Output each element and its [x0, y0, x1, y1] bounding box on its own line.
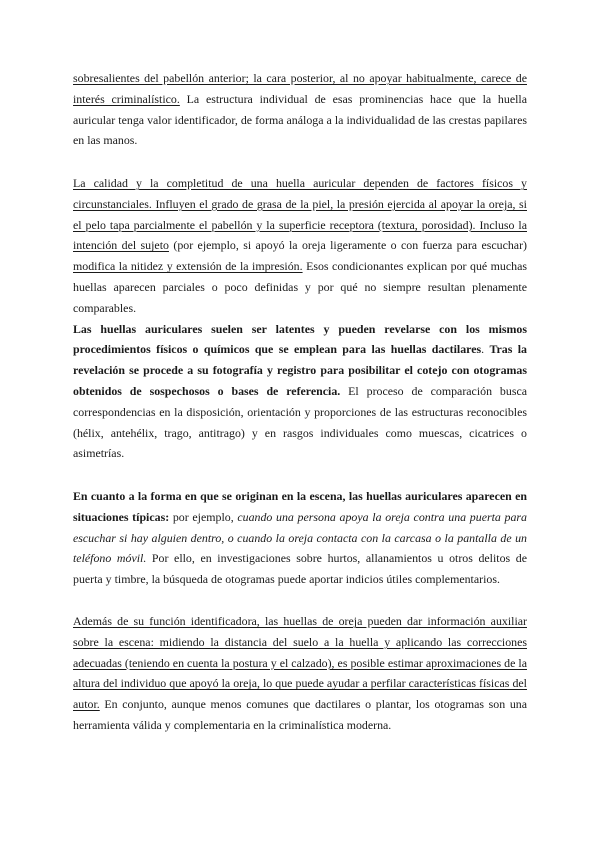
underlined-text: Además de su función identificadora, las huellas de oreja pueden dar información auxiliar sobre la escena: midiendo la distancia del suelo a la huella y aplicando las correcciones adecuadas (teniendo en cuenta la postura y el calzado), es posible estimar aproximaciones de la altura del individuo que apoyó la oreja, lo que puede ayudar a perfilar características físicas del autor.	[73, 614, 527, 712]
bold-text: Las huellas auriculares suelen ser latentes y pueden revelarse con los mismos procedimientos físicos o químicos que se emplean para las huellas dactilares	[73, 321, 527, 357]
paragraph-scene-origin	[73, 486, 527, 590]
body-text: por ejemplo,	[169, 509, 238, 524]
paragraph-auxiliary-info	[73, 611, 527, 736]
body-text: Por ello, en investigaciones sobre hurtos, allanamientos u otros delitos de puerta y timbre, la búsqueda de otogramas puede aportar indicios útiles complementarios.	[73, 551, 527, 587]
paragraph-ear-prominences	[73, 68, 527, 151]
underlined-text: modifica la nitidez y extensión de la impresión.	[73, 259, 303, 274]
underlined-text: sobresalientes del pabellón anterior; la cara posterior, al no apoyar habitualmente, carece de interés criminalístico.	[73, 71, 527, 106]
bold-text: En cuanto a la forma en que se originan en la escena, las huellas auriculares aparecen en situaciones típicas:	[73, 489, 527, 524]
body-text: En conjunto, aunque menos comunes que dactilares o plantar, los otogramas son una herramienta válida y complementaria en la criminalística moderna.	[73, 697, 527, 732]
body-text: (por ejemplo, si apoyó la oreja ligeramente o con fuerza para escuchar)	[168, 238, 528, 253]
bold-text: Tras la revelación se procede a su fotografía y registro para posibilitar el cotejo con otogramas obtenidos de sospechosos o bases de referencia.	[73, 342, 527, 398]
body-text: El proceso de comparación busca correspondencias en la disposición, orientación y proporciones de las estructuras reconocibles (hélix, antehélix, trago, antitrago) y en rasgos individuales como muescas, cicatrices o asimetrías.	[73, 383, 527, 461]
body-text: La estructura individual de esas prominencias hace que la huella auricular tenga valor identificador, de forma análoga a la individualidad de las crestas papilares en las manos.	[73, 91, 527, 148]
paragraph-print-quality	[73, 173, 527, 464]
underlined-text: La calidad y la completitud de una huella auricular dependen de factores físicos y circunstanciales. Influyen el grado de grasa de la piel, la presión ejercida al apoyar la oreja, si el pelo tapa parcialmente el pabellón y la superficie receptora (textura, porosidad). Incluso la intención del sujeto	[73, 176, 527, 253]
body-text: .	[481, 342, 490, 357]
body-text: Esos condicionantes explican por qué muchas huellas aparecen parciales o poco definidas y por qué no siempre resultan plenamente comparables.	[73, 259, 527, 315]
italic-text: cuando una persona apoya la oreja contra una puerta para escuchar si hay alguien dentro, o cuando la oreja contacta con la carcasa o la pantalla de un teléfono móvil.	[73, 509, 527, 566]
